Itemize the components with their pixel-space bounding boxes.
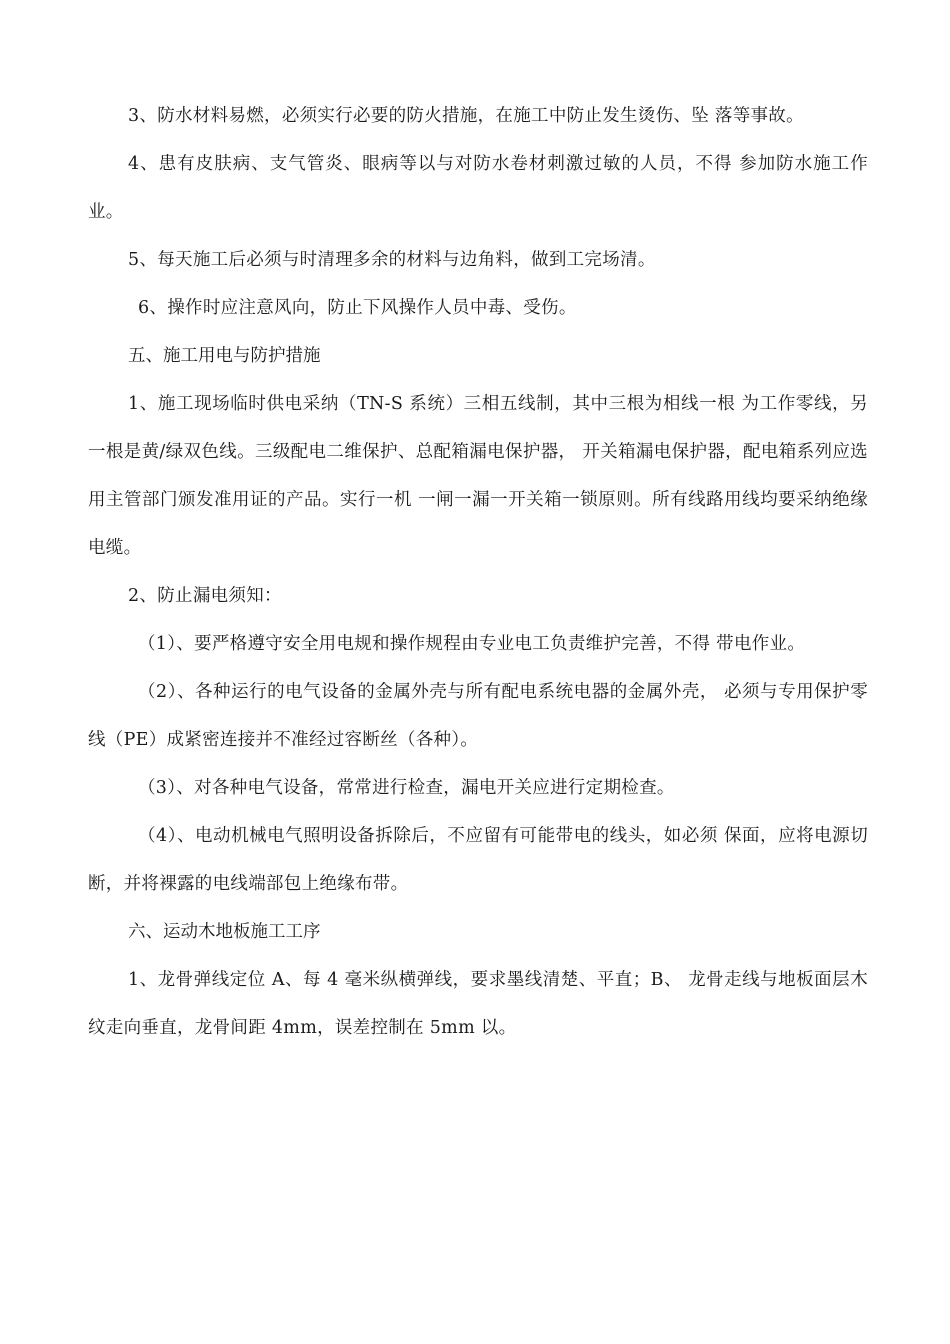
paragraph-daily-cleanup: 5、每天施工后必须与时清理多余的材料与边角料，做到工完场清。	[128, 250, 656, 270]
section-heading-wood-floor: 六、运动木地板施工工序	[128, 922, 321, 942]
paragraph-keel-positioning: 1、龙骨弹线定位 A、每 4 毫米纵横弹线，要求墨线清楚、平直；B、 龙骨走线与地板面层木纹走向垂直，龙骨间距 4mm，误差控制在 5mm 以。	[88, 970, 868, 1038]
paragraph-leakage-item-3: （3）、对各种电气设备，常常进行检查，漏电开关应进行定期检查。	[138, 778, 675, 798]
paragraph-allergy-personnel: 4、患有皮肤病、支气管炎、眼病等以与对防水卷材刺激过敏的人员，不得 参加防水施工作业。	[88, 154, 868, 222]
paragraph-leakage-item-2: （2）、各种运行的电气设备的金属外壳与所有配电系统电器的金属外壳， 必须与专用保护零线（PE）成紧密连接并不准经过容断丝（各种）。	[88, 682, 868, 750]
paragraph-fire-prevention: 3、防水材料易燃，必须实行必要的防火措施，在施工中防止发生烫伤、坠 落等事故。	[128, 106, 804, 126]
paragraph-leakage-item-1: （1）、要严格遵守安全用电规和操作规程由专业电工负责维护完善，不得 带电作业。	[138, 634, 806, 654]
paragraph-leakage-notice: 2、防止漏电须知：	[128, 586, 282, 606]
paragraph-wind-direction: 6、操作时应注意风向，防止下风操作人员中毒、受伤。	[138, 298, 577, 318]
paragraph-power-supply: 1、施工现场临时供电采纳（TN-S 系统）三相五线制，其中三根为相线一根 为工作零线，另一根是黄/绿双色线。三级配电二维保护、总配箱漏电保护器， 开关箱漏电保护器，配电箱系列应选用主管部门颁发准用证的产品。实行一机 一闸一漏一开关箱一锁原则。所有线路用线均要采纳绝缘电缆。	[88, 394, 868, 558]
paragraph-leakage-item-4: （4）、电动机械电气照明设备拆除后，不应留有可能带电的线头，如必须 保面，应将电源切断，并将裸露的电线端部包上绝缘布带。	[88, 826, 868, 894]
section-heading-electricity: 五、施工用电与防护措施	[128, 346, 321, 366]
document-body	[88, 92, 868, 1052]
